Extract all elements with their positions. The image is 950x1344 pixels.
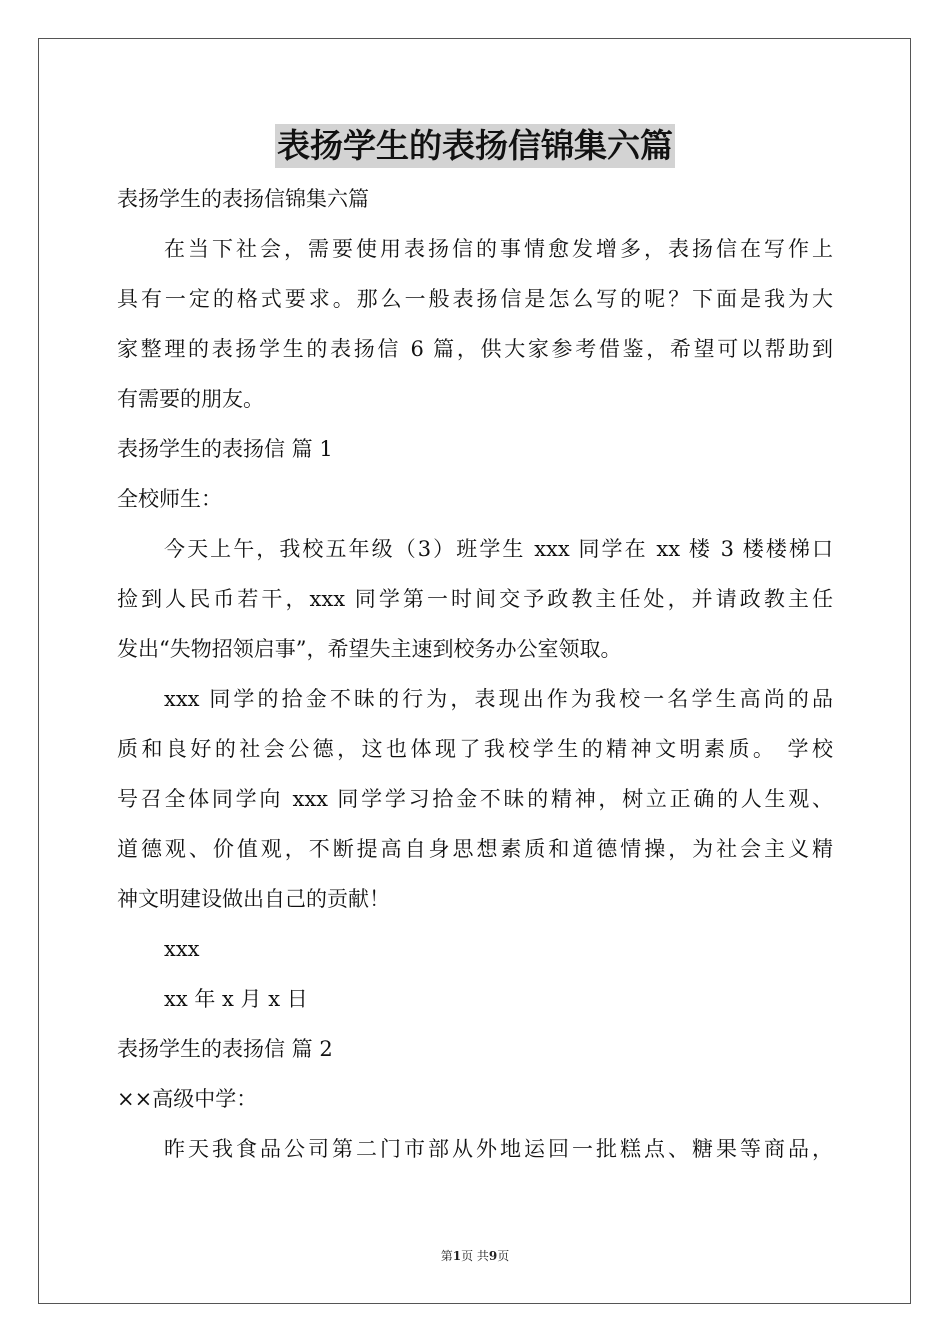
footer-suffix: 页 xyxy=(497,1249,510,1263)
text-line: 具有一定的格式要求。那么一般表扬信是怎么写的呢？下面是我为大 xyxy=(117,287,833,311)
footer-page-number: 1 xyxy=(452,1249,462,1263)
text-line: 表扬学生的表扬信 篇 2 xyxy=(117,1037,333,1061)
document-title: 表扬学生的表扬信锦集六篇 xyxy=(275,124,675,168)
page-footer xyxy=(0,1247,950,1264)
footer-prefix: 第 xyxy=(440,1249,453,1263)
title-container xyxy=(0,124,950,168)
text-line: 今天上午，我校五年级（3）班学生 xxx 同学在 xx 楼 3 楼楼梯口 xyxy=(164,537,833,561)
text-line: 在当下社会，需要使用表扬信的事情愈发增多，表扬信在写作上 xyxy=(164,237,833,261)
text-line: 表扬学生的表扬信 篇 1 xyxy=(117,437,333,461)
text-line: 昨天我食品公司第二门市部从外地运回一批糕点、糖果等商品， xyxy=(164,1137,833,1161)
text-line: 发出“失物招领启事”，希望失主速到校务办公室领取。 xyxy=(117,637,622,661)
text-line: 号召全体同学向 xxx 同学学习拾金不昧的精神，树立正确的人生观、 xyxy=(117,787,833,811)
text-line: xx 年 x 月 x 日 xyxy=(164,987,308,1011)
text-line: xxx xyxy=(164,937,200,961)
text-line: 全校师生： xyxy=(117,487,222,511)
footer-total-pages: 9 xyxy=(488,1249,498,1263)
footer-middle: 页 共 xyxy=(461,1249,489,1263)
document-body xyxy=(117,174,833,1174)
text-line: 有需要的朋友。 xyxy=(117,387,264,411)
text-line: 捡到人民币若干，xxx 同学第一时间交予政教主任处，并请政教主任 xyxy=(117,587,833,611)
text-line: ××高级中学： xyxy=(117,1087,258,1111)
text-line: 表扬学生的表扬信锦集六篇 xyxy=(117,187,369,211)
text-line: 神文明建设做出自己的贡献！ xyxy=(117,887,390,911)
text-line: 道德观、价值观，不断提高自身思想素质和道德情操，为社会主义精 xyxy=(117,837,833,861)
text-line: 家整理的表扬学生的表扬信 6 篇，供大家参考借鉴，希望可以帮助到 xyxy=(117,337,833,361)
text-line: xxx 同学的拾金不昧的行为，表现出作为我校一名学生高尚的品 xyxy=(164,687,833,711)
text-line: 质和良好的社会公德，这也体现了我校学生的精神文明素质。 学校 xyxy=(117,737,833,761)
